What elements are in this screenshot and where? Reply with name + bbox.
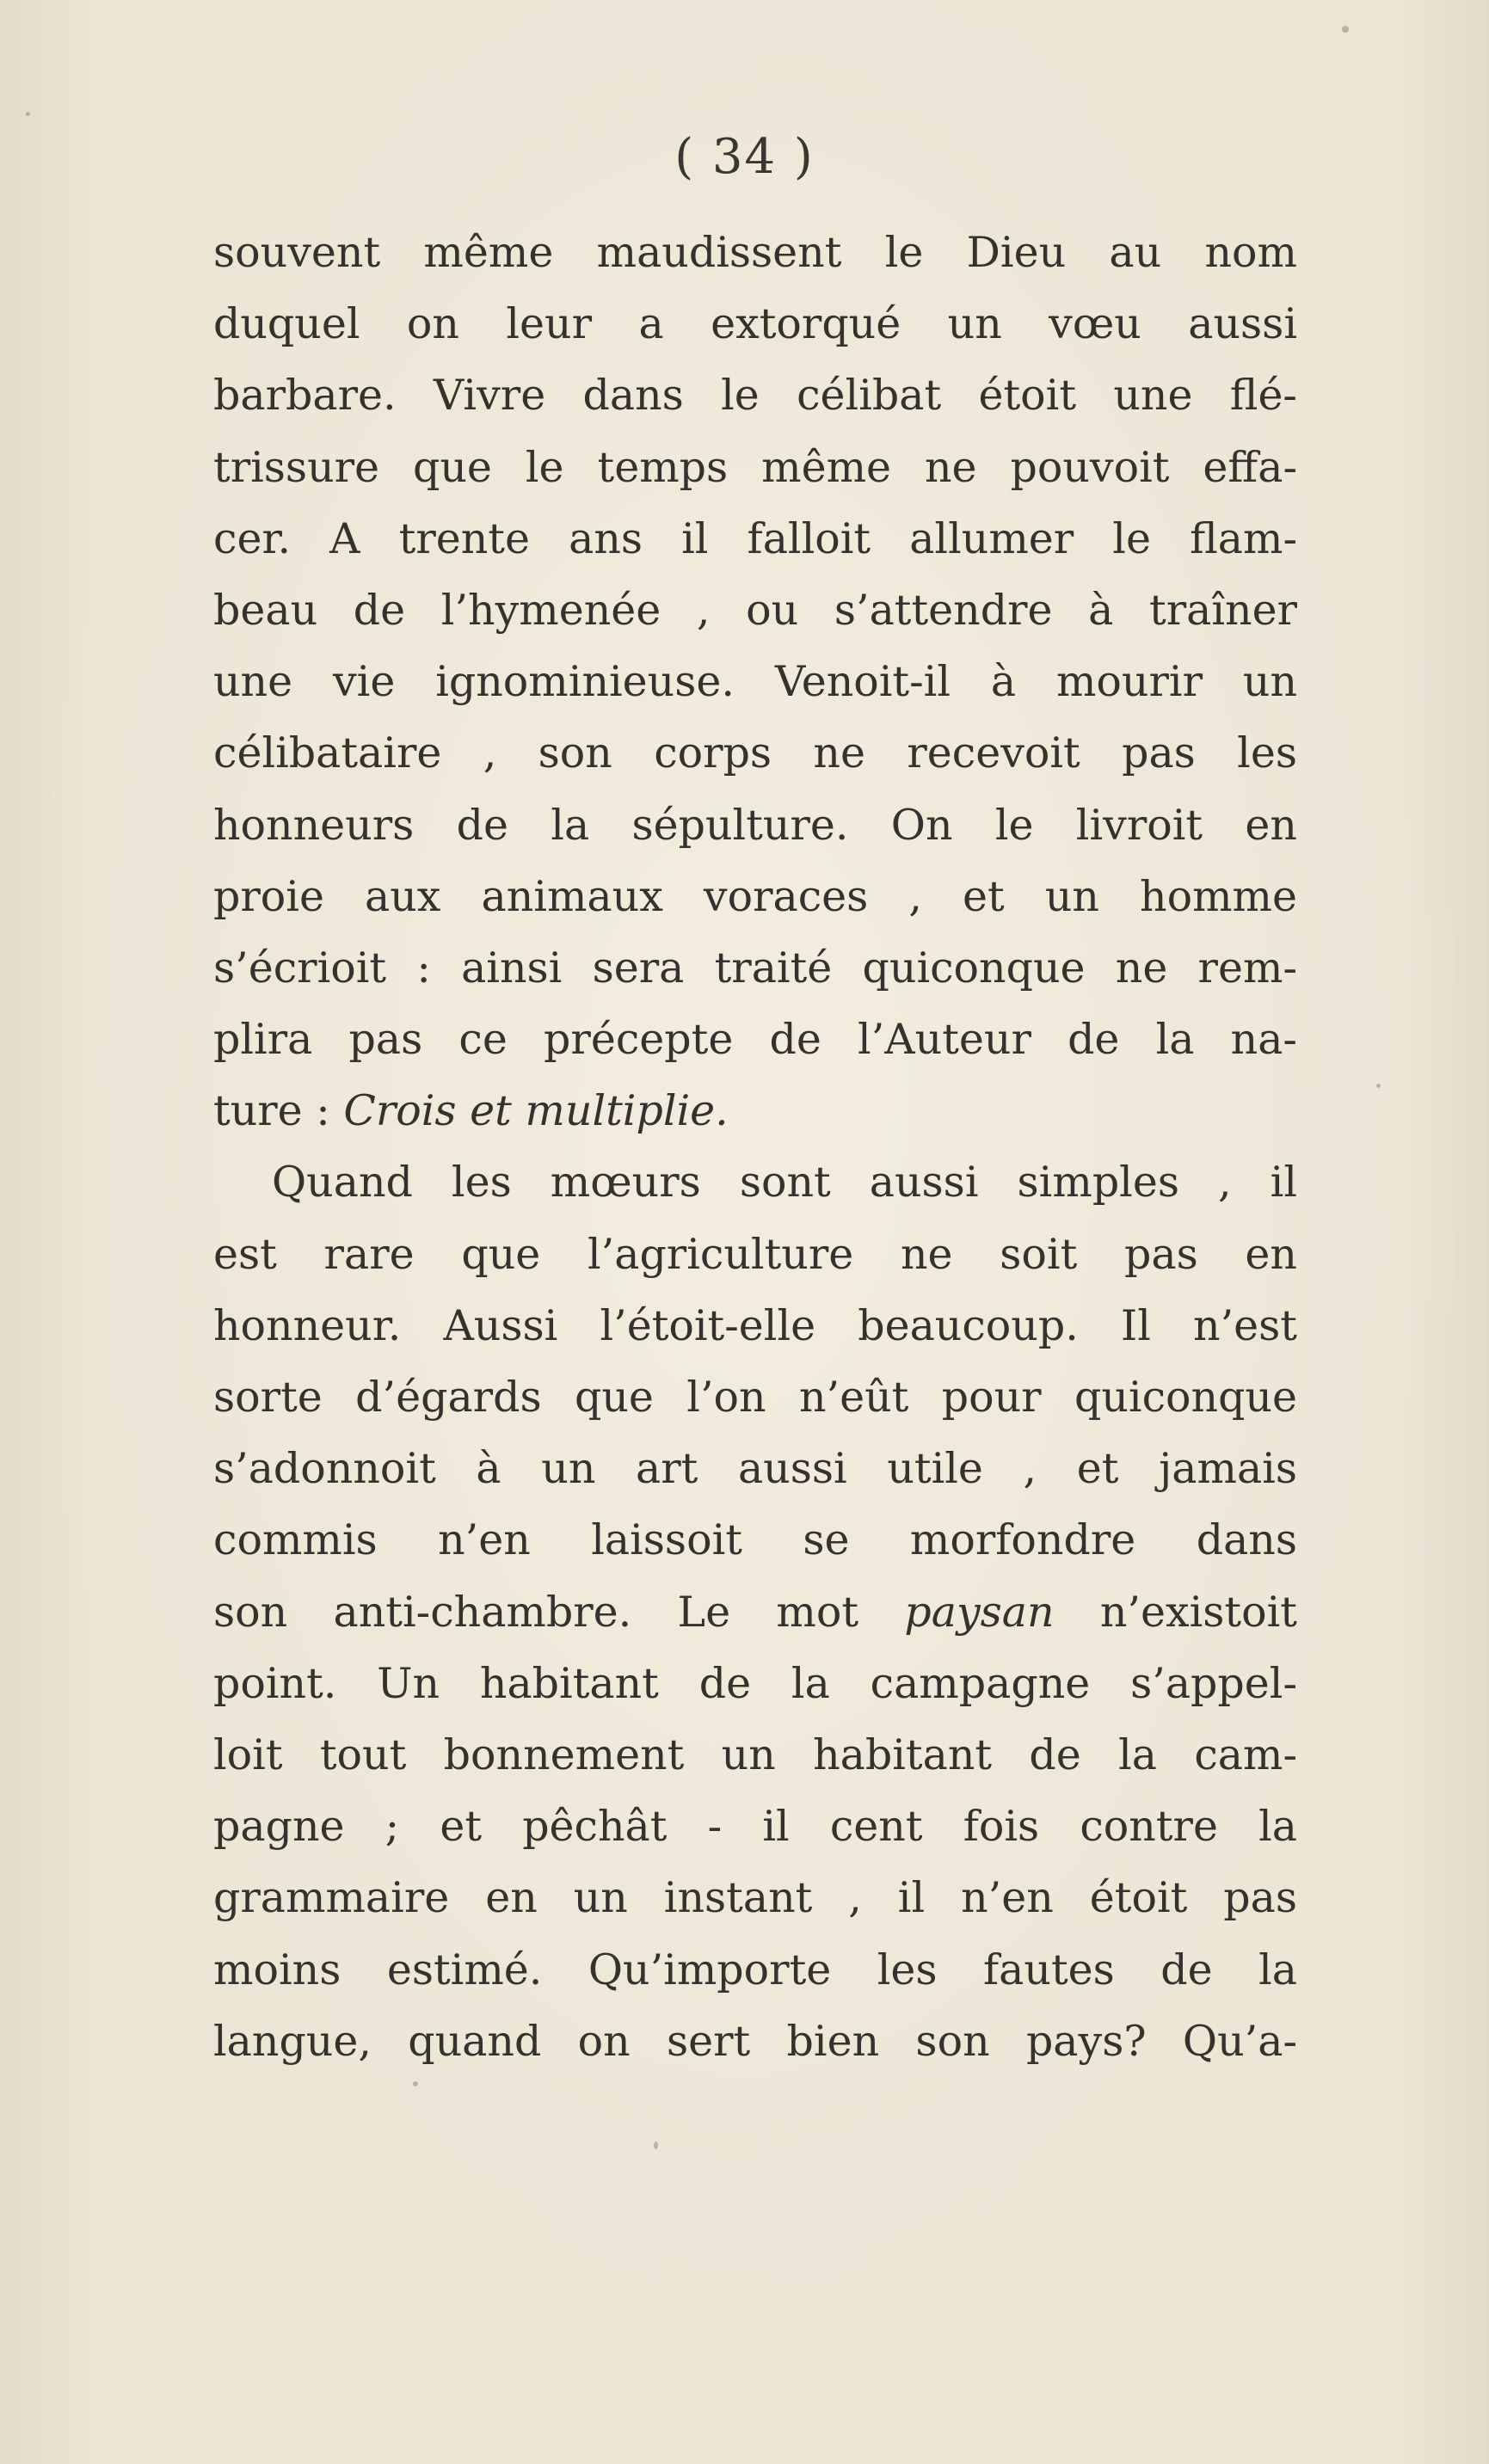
text-line: honneurs de la sépulture. On le livroit en [213, 800, 1297, 850]
page-number: ( 34 ) [674, 129, 815, 185]
text-line: une vie ignominieuse. Venoit-il à mourir un [213, 657, 1297, 707]
text-line: barbare. Vivre dans le célibat étoit une flé- [213, 371, 1297, 421]
text-line: moins estimé. Qu’importe les fautes de la [213, 1945, 1297, 1994]
italic-phrase: Crois et multiplie. [343, 1086, 729, 1136]
paper-speck [1376, 1084, 1381, 1088]
text-line: célibataire , son corps ne recevoit pas les [213, 728, 1297, 778]
text-line: plira pas ce précepte de l’Auteur de la na- [213, 1015, 1297, 1065]
line-prefix: ture : [213, 1086, 344, 1136]
text-line: honneur. Aussi l’étoit-elle beaucoup. Il n’est [213, 1300, 1297, 1350]
text-line: langue, quand on sert bien son pays? Qu’a- [213, 2016, 1297, 2066]
text-line [213, 1576, 1297, 1648]
line-prefix: son anti-chambre. Le mot [213, 1587, 905, 1637]
text-line: s’écrioit : ainsi sera traité quiconque ne rem- [213, 943, 1297, 992]
text-line: s’adonnoit à un art aussi utile , et jamais [213, 1444, 1297, 1494]
paper-speck [654, 2141, 658, 2149]
text-line: beau de l’hymenée , ou s’attendre à traîner [213, 585, 1297, 635]
paper-speck [26, 112, 30, 116]
text-line: trissure que le temps même ne pouvoit effa- [213, 442, 1297, 492]
italic-word: paysan [904, 1587, 1055, 1637]
text-line-last [213, 1075, 1297, 1146]
text-line: duquel on leur a extorqué un vœu aussi [213, 299, 1297, 349]
text-line: souvent même maudissent le Dieu au nom [213, 228, 1297, 277]
text-line-indented: Quand les mœurs sont aussi simples , il [272, 1158, 1297, 1207]
text-line: commis n’en laissoit se morfondre dans [213, 1515, 1297, 1565]
text-line: est rare que l’agriculture ne soit pas en [213, 1229, 1297, 1279]
text-line: sorte d’égards que l’on n’eût pour quiconque [213, 1373, 1297, 1422]
body-text [213, 217, 1297, 2077]
text-line: point. Un habitant de la campagne s’appel- [213, 1658, 1297, 1708]
text-line: loit tout bonnement un habitant de la cam- [213, 1730, 1297, 1779]
paper-speck [1342, 26, 1349, 33]
paper-speck [413, 2081, 418, 2086]
text-line: cer. A trente ans il falloit allumer le flam- [213, 513, 1297, 563]
line-suffix: n’existoit [1054, 1587, 1297, 1637]
text-line: pagne ; et pêchât - il cent fois contre la [213, 1802, 1297, 1852]
text-line: grammaire en un instant , il n’en étoit pas [213, 1873, 1297, 1923]
text-line: proie aux animaux voraces , et un homme [213, 871, 1297, 921]
